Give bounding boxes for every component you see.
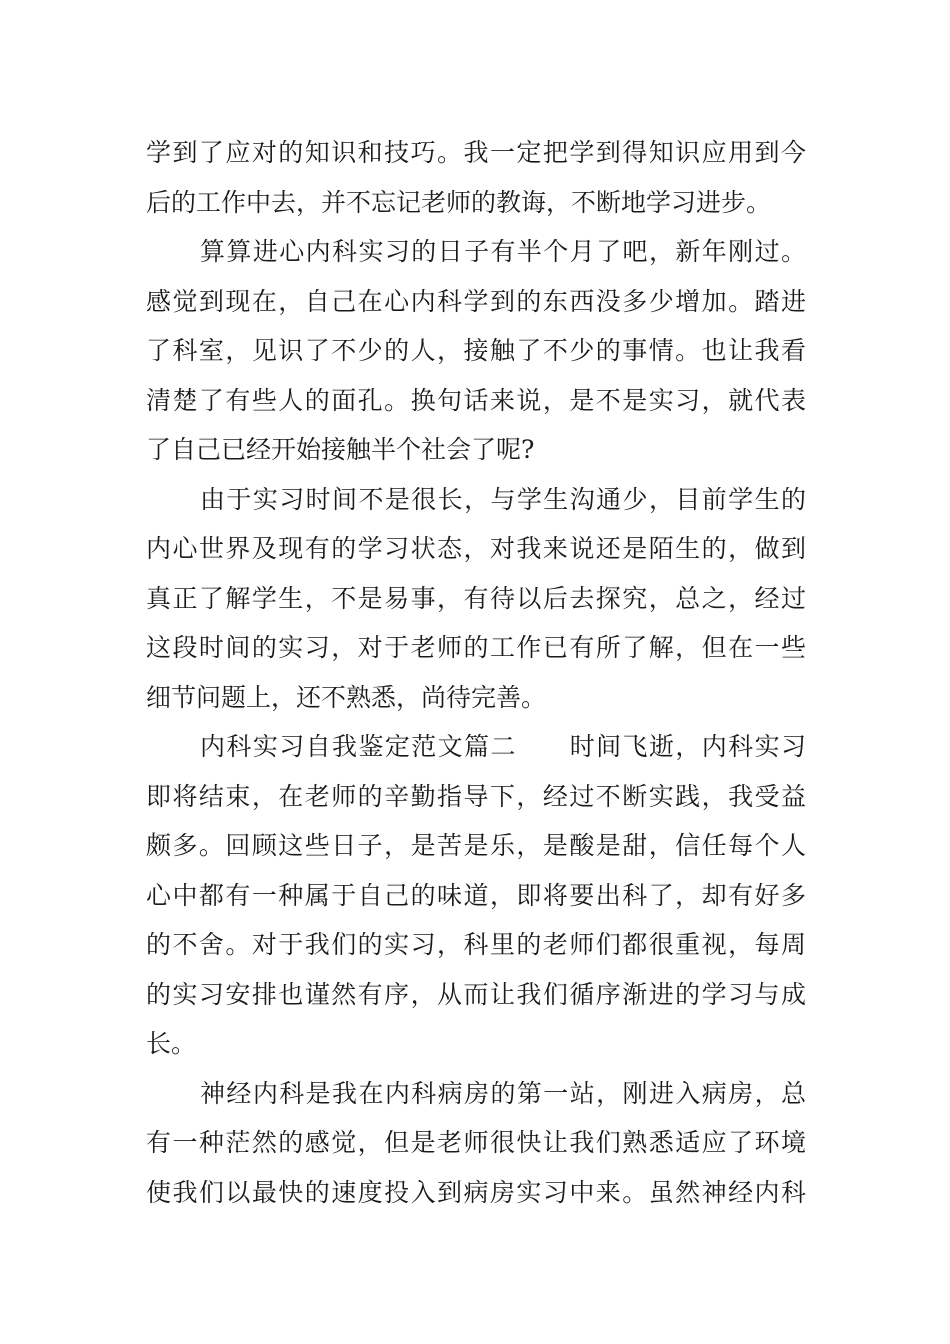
text-line-11: 这段时间的实习，对于老师的工作已有所了解，但在一些 — [146, 633, 806, 662]
text-line-10: 真正了解学生，不是易事，有待以后去探究，总之，经过 — [146, 583, 806, 613]
text-line-7: 了自己已经开始接触半个社会了呢? — [146, 435, 535, 464]
text-line-16: 心中都有一种属于自己的味道，即将要出科了，却有好多 — [146, 880, 806, 910]
paragraph-start-line: 算算进心内科实习的日子有半个月了吧，新年刚过。 — [200, 237, 806, 266]
text-line-1: 学到了应对的知识和技巧。我一定把学到得知识应用到今 — [146, 138, 806, 167]
document-page — [146, 128, 806, 1217]
text-line-18: 的实习安排也谨然有序，从而让我们循序渐进的学习与成 — [146, 979, 806, 1009]
text-line-2: 后的工作中去，并不忘记老师的教诲，不断地学习进步。 — [146, 187, 772, 217]
paragraph-start-line: 由于实习时间不是很长，与学生沟通少，目前学生的 — [200, 484, 806, 514]
text-line-15: 颇多。回顾这些日子，是苦是乐，是酸是甜，信任每个人 — [146, 831, 806, 860]
text-line-22: 使我们以最快的速度投入到病房实习中来。虽然神经内科 — [146, 1177, 806, 1207]
text-line-12: 细节问题上，还不熟悉，尚待完善。 — [146, 682, 547, 712]
text-line-5: 了科室，见识了不少的人，接触了不少的事情。也让我看 — [146, 336, 806, 365]
paragraph-start-line: 内科实习自我鉴定范文篇二 时间飞逝，内科实习 — [200, 732, 806, 761]
text-line-17: 的不舍。对于我们的实习，科里的老师们都很重视，每周 — [146, 930, 806, 959]
text-line-21: 有一种茫然的感觉，但是老师很快让我们熟悉适应了环境 — [146, 1128, 806, 1157]
text-line-14: 即将结束，在老师的辛勤指导下，经过不断实践，我受益 — [146, 781, 806, 811]
text-line-19: 长。 — [146, 1029, 197, 1058]
text-line-6: 清楚了有些人的面孔。换句话来说，是不是实习，就代表 — [146, 385, 806, 415]
paragraph-start-line: 神经内科是我在内科病房的第一站，刚进入病房，总 — [200, 1078, 806, 1108]
text-line-4: 感觉到现在，自己在心内科学到的东西没多少增加。踏进 — [146, 286, 806, 316]
text-line-9: 内心世界及现有的学习状态，对我来说还是陌生的，做到 — [146, 534, 806, 563]
